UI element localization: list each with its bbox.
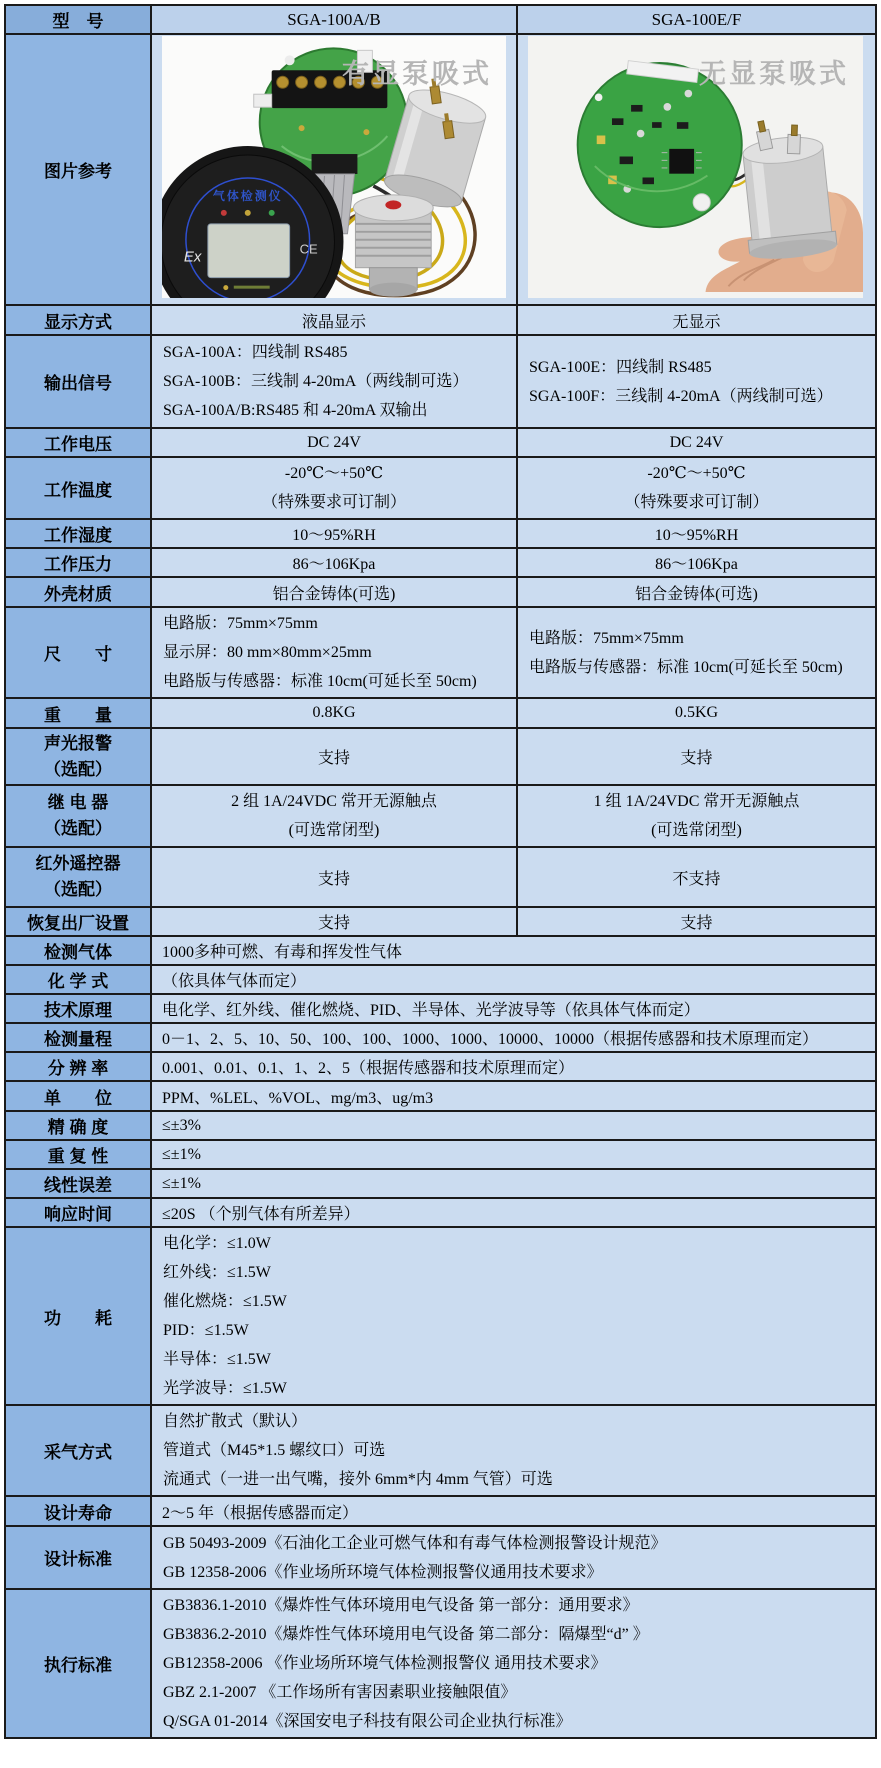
row-repeatability [5,1140,876,1169]
pressure-b: 86～106Kpa [517,548,876,577]
remote-b: 不支持 [517,847,876,907]
weight-a: 0.8KG [151,698,517,728]
ex-mark-text: Ex [183,248,202,266]
exec-std-value: GB3836.1-2010《爆炸性气体环境用电气设备 第一部分：通用要求》 GB3836.2-2010《爆炸性气体环境用电气设备 第二部分：隔爆型“d” 》 GB12358-2006 《作业场所环境气体检测报警仪 通用技术要求》 GBZ 2.1-2007 《工作场所有害因素职业接触限值》 Q/SGA 01-2014《深国安电子科技有限公司企业执行标准》 [151,1589,876,1738]
temperature-b: -20℃～+50℃ （特殊要求可订制） [517,457,876,519]
humidity-label: 工作湿度 [5,519,151,548]
repeatability-label: 重 复 性 [5,1140,151,1169]
row-photos [5,34,876,305]
relay-b: 1 组 1A/24VDC 常开无源触点 (可选常闭型) [517,785,876,847]
remote-a: 支持 [151,847,517,907]
model-a: SGA-100A/B [151,5,517,34]
spec-table [4,4,877,1739]
output-b: SGA-100E：四线制 RS485 SGA-100F：三线制 4-20mA（两线制可选） [517,335,876,428]
weight-label: 重 量 [5,698,151,728]
reset-a: 支持 [151,907,517,936]
design-std-label: 设计标准 [5,1526,151,1589]
shell-a: 铝合金铸体(可选) [151,577,517,607]
row-design-std [5,1526,876,1589]
repeatability-value: ≤±1% [151,1140,876,1169]
row-range [5,1023,876,1052]
row-voltage [5,428,876,457]
sampling-label: 采气方式 [5,1405,151,1496]
design-std-value: GB 50493-2009《石油化工企业可燃气体和有毒气体检测报警设计规范》 GB 12358-2006《作业场所环境气体检测报警仪通用技术要求》 [151,1526,876,1589]
row-unit [5,1081,876,1111]
lifetime-label: 设计寿命 [5,1496,151,1526]
resolution-value: 0.001、0.01、0.1、1、2、5（根据传感器和技术原理而定） [151,1052,876,1081]
row-power [5,1227,876,1405]
reset-b: 支持 [517,907,876,936]
power-value: 电化学：≤1.0W 红外线：≤1.5W 催化燃烧：≤1.5W PID：≤1.5W 半导体：≤1.5W 光学波导：≤1.5W [151,1227,876,1405]
row-relay [5,785,876,847]
ce-mark-text: CE [299,241,318,257]
row-model [5,5,876,34]
humidity-a: 10～95%RH [151,519,517,548]
gases-label: 检测气体 [5,936,151,965]
photo-cell-b [517,34,876,305]
range-label: 检测量程 [5,1023,151,1052]
accuracy-value: ≤±3% [151,1111,876,1140]
size-a: 电路版：75mm×75mm 显示屏：80 mm×80mm×25mm 电路版与传感器：标准 10cm(可延长至 50cm) [151,607,517,698]
relay-label: 继 电 器 （选配） [5,785,151,847]
shell-b: 铝合金铸体(可选) [517,577,876,607]
row-principle [5,994,876,1023]
size-b: 电路版：75mm×75mm 电路版与传感器：标准 10cm(可延长至 50cm) [517,607,876,698]
red-indicator [385,200,401,209]
connector-white [254,94,272,107]
lcd-screen [208,224,290,278]
row-shell [5,577,876,607]
exec-std-label: 执行标准 [5,1589,151,1738]
alarm-b: 支持 [517,728,876,785]
left-watermark: 有显泵吸式 [342,59,492,89]
temperature-label: 工作温度 [5,457,151,519]
row-size [5,607,876,698]
row-humidity [5,519,876,548]
model-b: SGA-100E/F [517,5,876,34]
display-a: 液晶显示 [151,305,517,335]
row-pressure [5,548,876,577]
pressure-a: 86～106Kpa [151,548,517,577]
row-sampling [5,1405,876,1496]
size-label: 尺 寸 [5,607,151,698]
weight-b: 0.5KG [517,698,876,728]
voltage-label: 工作电压 [5,428,151,457]
row-gases [5,936,876,965]
nozzle [787,125,800,154]
unit-value: PPM、%LEL、%VOL、mg/m3、ug/m3 [151,1081,876,1111]
remote-label: 红外遥控器 （选配） [5,847,151,907]
accuracy-label: 精 确 度 [5,1111,151,1140]
relay-a: 2 组 1A/24VDC 常开无源触点 (可选常闭型) [151,785,517,847]
row-accuracy [5,1111,876,1140]
gases-value: 1000多种可燃、有毒和挥发性气体 [151,936,876,965]
led-fault [269,210,275,216]
response-value: ≤20S （个别气体有所差异） [151,1198,876,1227]
output-a: SGA-100A：四线制 RS485 SGA-100B：三线制 4-20mA（两线制可选） SGA-100A/B:RS485 和 4-20mA 双输出 [151,335,517,428]
shell-label: 外壳材质 [5,577,151,607]
row-resolution [5,1052,876,1081]
output-label: 输出信号 [5,335,151,428]
temperature-a: -20℃～+50℃ （特殊要求可订制） [151,457,517,519]
principle-value: 电化学、红外线、催化燃烧、PID、半导体、光学波导等（依具体气体而定） [151,994,876,1023]
unit-label: 单 位 [5,1081,151,1111]
formula-value: （依具体气体而定） [151,965,876,994]
idc-connector [312,154,358,174]
row-display [5,305,876,335]
photos-label: 图片参考 [5,34,151,305]
right-product-photo [528,36,863,298]
device-title-text: 气体检测仪 [212,188,283,203]
linearity-value: ≤±1% [151,1169,876,1198]
row-lifetime [5,1496,876,1526]
alarm-a: 支持 [151,728,517,785]
row-output [5,335,876,428]
row-exec-std [5,1589,876,1738]
response-label: 响应时间 [5,1198,151,1227]
row-temperature [5,457,876,519]
ic-chip [669,149,694,174]
mount-hole [693,194,710,211]
right-watermark: 无显泵吸式 [699,59,849,89]
sampling-value: 自然扩散式（默认） 管道式（M45*1.5 螺纹口）可选 流通式（一进一出气嘴，接外 6mm*内 4mm 气管）可选 [151,1405,876,1496]
row-linearity [5,1169,876,1198]
pressure-label: 工作压力 [5,548,151,577]
principle-label: 技术原理 [5,994,151,1023]
power-label: 功 耗 [5,1227,151,1405]
display-label: 显示方式 [5,305,151,335]
model-label: 型 号 [5,5,151,34]
display-b: 无显示 [517,305,876,335]
row-response [5,1198,876,1227]
alarm-label: 声光报警 （选配） [5,728,151,785]
row-weight [5,698,876,728]
formula-label: 化 学 式 [5,965,151,994]
left-product-photo [162,36,506,298]
lifetime-value: 2～5 年（根据传感器而定） [151,1496,876,1526]
row-remote [5,847,876,907]
resolution-label: 分 辨 率 [5,1052,151,1081]
linearity-label: 线性误差 [5,1169,151,1198]
row-alarm [5,728,876,785]
photo-cell-a [151,34,517,305]
row-reset [5,907,876,936]
reset-label: 恢复出厂设置 [5,907,151,936]
led-work [245,210,251,216]
voltage-b: DC 24V [517,428,876,457]
range-value: 0－1、2、5、10、50、100、100、1000、1000、10000、10000（根据传感器和技术原理而定） [151,1023,876,1052]
sensor-cylinder [353,195,433,297]
row-formula [5,965,876,994]
sensor-cylinder [736,114,838,262]
voltage-a: DC 24V [151,428,517,457]
led-alarm [221,210,227,216]
humidity-b: 10～95%RH [517,519,876,548]
